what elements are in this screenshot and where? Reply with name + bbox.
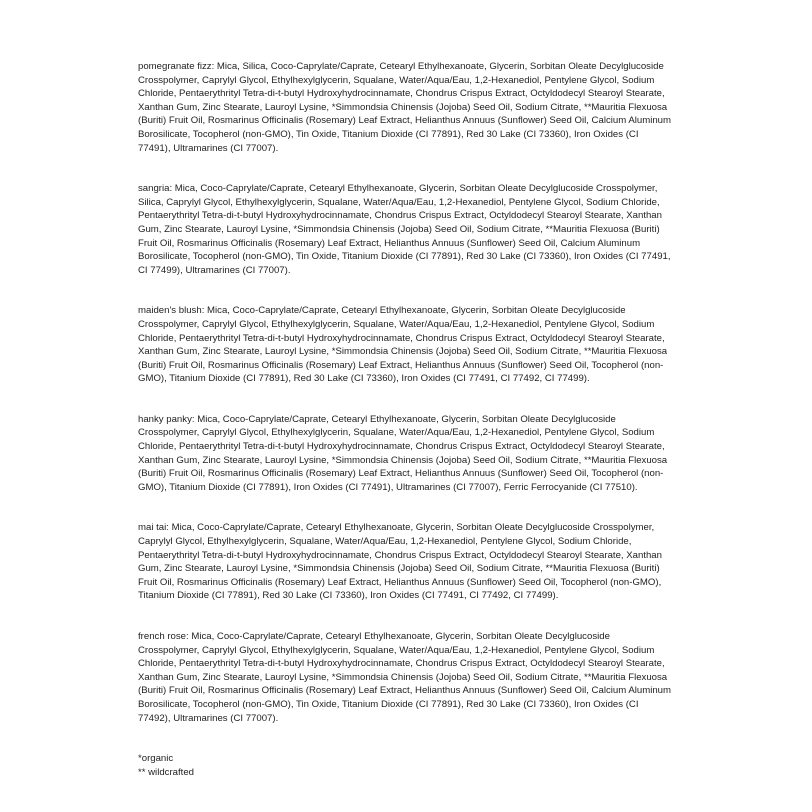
ingredient-list-mai-tai: mai tai: Mica, Coco-Caprylate/Caprate, Cetearyl Ethylhexanoate, Glycerin, Sorbitan Oleate Decylglucoside Crosspolymer, Caprylyl Glycol, Ethylhexylglycerin, Squalane, Water/Aqua/Eau, 1,2-Hexanediol, Pentylene Glycol, Sodium Chloride, Pentaerythrityl Tetra-di-t-butyl Hydroxyhydrocinnamate, Chondrus Crispus Extract, Octyldodecyl Stearoyl Stearate, Xanthan Gum, Zinc Stearate, Lauroyl Lysine, *Simmondsia Chinensis (Jojoba) Seed Oil, Sodium Citrate, **Mauritia Flexuosa (Buriti) Fruit Oil, Rosmarinus Officinalis (Rosemary) Leaf Extract, Helianthus Annuus (Sunflower) Seed Oil, Tocopherol (non-GMO), Titanium Dioxide (CI 77891), Red 30 Lake (CI 73360), Iron Oxides (CI 77491, CI 77492, CI 77499).	[138, 522, 662, 602]
footnote-wildcrafted: ** wildcrafted	[138, 766, 194, 778]
ingredient-list-sangria: sangria: Mica, Coco-Caprylate/Caprate, Cetearyl Ethylhexanoate, Glycerin, Sorbitan Oleate Decylglucoside Crosspolymer, Silica, Caprylyl Glycol, Ethylhexylglycerin, Squalane, Water/Aqua/Eau, 1,2-Hexanediol, Pentylene Glycol, Sodium Chloride, Pentaerythrityl Tetra-di-t-butyl Hydroxyhydrocinnamate, Chondrus Crispus Extract, Octyldodecyl Stearoyl Stearate, Xanthan Gum, Zinc Stearate, Lauroyl Lysine, *Simmondsia Chinensis (Jojoba) Seed Oil, Sodium Citrate, **Mauritia Flexuosa (Buriti) Fruit Oil, Rosmarinus Officinalis (Rosemary) Leaf Extract, Helianthus Annuus (Sunflower) Seed Oil, Calcium Aluminum Borosilicate, Tocopherol (non-GMO), Tin Oxide, Titanium Dioxide (CI 77891), Red 30 Lake (CI 73360), Iron Oxides (CI 77491, CI 77499), Ultramarines (CI 77007).	[138, 183, 671, 276]
ingredients-document	[138, 60, 672, 779]
ingredient-list-hanky-panky: hanky panky: Mica, Coco-Caprylate/Caprate, Cetearyl Ethylhexanoate, Glycerin, Sorbitan Oleate Decylglucoside Crosspolymer, Caprylyl Glycol, Ethylhexylglycerin, Squalane, Water/Aqua/Eau, 1,2-Hexanediol, Pentylene Glycol, Sodium Chloride, Pentaerythrityl Tetra-di-t-butyl Hydroxyhydrocinnamate, Chondrus Crispus Extract, Octyldodecyl Stearoyl Stearate, Xanthan Gum, Zinc Stearate, Lauroyl Lysine, *Simmondsia Chinensis (Jojoba) Seed Oil, Sodium Citrate, **Mauritia Flexuosa (Buriti) Fruit Oil, Rosmarinus Officinalis (Rosemary) Leaf Extract, Helianthus Annuus (Sunflower) Seed Oil, Tocopherol (non-GMO), Titanium Dioxide (CI 77891), Iron Oxides (CI 77491), Ultramarines (CI 77007), Ferric Ferrocyanide (CI 77510).	[138, 413, 668, 493]
ingredient-list-french-rose: french rose: Mica, Coco-Caprylate/Caprate, Cetearyl Ethylhexanoate, Glycerin, Sorbitan Oleate Decylglucoside Crosspolymer, Caprylyl Glycol, Ethylhexylglycerin, Squalane, Water/Aqua/Eau, 1,2-Hexanediol, Pentylene Glycol, Sodium Chloride, Pentaerythrityl Tetra-di-t-butyl Hydroxyhydrocinnamate, Chondrus Crispus Extract, Octyldodecyl Stearoyl Stearate, Xanthan Gum, Zinc Stearate, Lauroyl Lysine, *Simmondsia Chinensis (Jojoba) Seed Oil, Sodium Citrate, **Mauritia Flexuosa (Buriti) Fruit Oil, Rosmarinus Officinalis (Rosemary) Leaf Extract, Helianthus Annuus (Sunflower) Seed Oil, Calcium Aluminum Borosilicate, Tocopherol (non-GMO), Tin Oxide, Titanium Dioxide (CI 77891), Red 30 Lake (CI 73360), Iron Oxides (CI 77492), Ultramarines (CI 77007).	[138, 631, 671, 724]
ingredient-list-maidens-blush: maiden's blush: Mica, Coco-Caprylate/Caprate, Cetearyl Ethylhexanoate, Glycerin, Sorbitan Oleate Decylglucoside Crosspolymer, Caprylyl Glycol, Ethylhexylglycerin, Squalane, Water/Aqua/Eau, 1,2-Hexanediol, Pentylene Glycol, Sodium Chloride, Pentaerythrityl Tetra-di-t-butyl Hydroxyhydrocinnamate, Chondrus Crispus Extract, Octyldodecyl Stearoyl Stearate, Xanthan Gum, Zinc Stearate, Lauroyl Lysine, *Simmondsia Chinensis (Jojoba) Seed Oil, Sodium Citrate, **Mauritia Flexuosa (Buriti) Fruit Oil, Rosmarinus Officinalis (Rosemary) Leaf Extract, Helianthus Annuus (Sunflower) Seed Oil, Tocopherol (non-GMO), Titanium Dioxide (CI 77891), Red 30 Lake (CI 73360), Iron Oxides (CI 77491, CI 77492, CI 77499).	[138, 305, 668, 385]
ingredient-list-pomegranate-fizz: pomegranate fizz: Mica, Silica, Coco-Caprylate/Caprate, Cetearyl Ethylhexanoate, Glycerin, Sorbitan Oleate Decylglucoside Crosspolymer, Caprylyl Glycol, Ethylhexylglycerin, Squalane, Water/Aqua/Eau, 1,2-Hexanediol, Pentylene Glycol, Sodium Chloride, Pentaerythrityl Tetra-di-t-butyl Hydroxyhydrocinnamate, Chondrus Crispus Extract, Octyldodecyl Stearoyl Stearate, Xanthan Gum, Zinc Stearate, Lauroyl Lysine, *Simmondsia Chinensis (Jojoba) Seed Oil, Sodium Citrate, **Mauritia Flexuosa (Buriti) Fruit Oil, Rosmarinus Officinalis (Rosemary) Leaf Extract, Helianthus Annuus (Sunflower) Seed Oil, Calcium Aluminum Borosilicate, Tocopherol (non-GMO), Tin Oxide, Titanium Dioxide (CI 77891), Red 30 Lake (CI 73360), Iron Oxides (CI 77491), Ultramarines (CI 77007).	[138, 61, 671, 154]
footnotes	[138, 752, 672, 779]
footnote-organic: *organic	[138, 753, 174, 765]
